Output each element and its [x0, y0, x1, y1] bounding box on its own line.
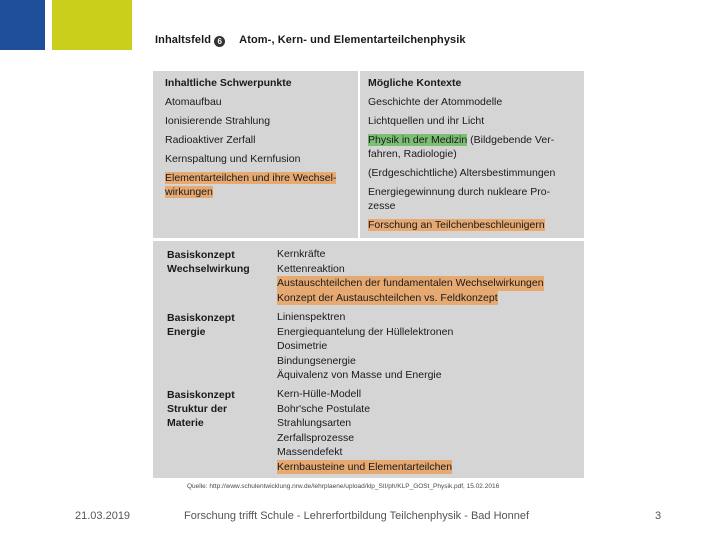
kontexte-column — [368, 76, 580, 237]
source-citation: Quelle: http://www.schulentwicklung.nrw.de/lehrplaene/upload/klp_SII/ph/KLP_GOSt_Physik.pdf, 15.02.2016 — [187, 483, 500, 490]
concept-item: Dosimetrie — [277, 340, 328, 352]
schwerpunkt-item: Ionisierende Strahlung — [165, 115, 271, 127]
concept-item-highlighted: Austauschteilchen der fundamentalen Wechselwirkungen — [277, 277, 544, 289]
logo-yellow-block — [52, 0, 132, 50]
concept-item: Massendefekt — [277, 446, 343, 458]
page-heading — [155, 34, 466, 47]
concept-label-struktur: Basiskonzept Struktur der Materie — [167, 389, 235, 429]
footer-title: Forschung trifft Schule - Lehrerfortbildung Teilchenphysik - Bad Honnef — [184, 510, 530, 522]
kontext-item-continuation: (Bildgebende Ver- fahren, Radiologie) — [368, 134, 555, 160]
kontext-item: Energiegewinnung durch nukleare Pro- zesse — [368, 186, 551, 212]
page-title: Atom-, Kern- und Elementarteilchenphysik — [239, 34, 466, 46]
concept-label-wechselwirkung: Basiskonzept Wechselwirkung — [167, 249, 250, 275]
schwerpunkt-item: Atomaufbau — [165, 96, 222, 108]
concept-item: Bohr'sche Postulate — [277, 402, 371, 415]
column-divider — [358, 71, 360, 238]
kontext-item: Lichtquellen und ihr Licht — [368, 115, 485, 127]
kontext-item-highlighted-green: Physik in der Medizin — [368, 134, 468, 146]
basiskonzepte-panel — [153, 241, 584, 478]
footer-date: 21.03.2019 — [75, 510, 131, 522]
concept-item: Äquivalenz von Masse und Energie — [277, 369, 442, 381]
field-number-badge: 6 — [214, 36, 225, 47]
concept-items-wechselwirkung — [277, 247, 577, 305]
field-label: Inhaltsfeld — [155, 34, 212, 46]
concept-item: Zerfallsprozesse — [277, 431, 355, 444]
concept-items-struktur — [277, 387, 577, 474]
concept-item: Strahlungsarten — [277, 417, 352, 429]
schwerpunkt-item: Kernspaltung und Kernfusion — [165, 153, 301, 165]
kontexte-header: Mögliche Kontexte — [368, 77, 462, 89]
concept-item: Bindungsenergie — [277, 354, 356, 367]
content-table — [153, 71, 584, 238]
concept-item: Kettenreaktion — [277, 262, 345, 275]
page-number: 3 — [655, 510, 662, 522]
kontext-item: (Erdgeschichtliche) Altersbestimmungen — [368, 167, 556, 179]
concept-item: Energiequantelung der Hüllelektronen — [277, 325, 454, 338]
kontext-item: Geschichte der Atommodelle — [368, 96, 503, 108]
schwerpunkt-item-highlighted: Elementarteilchen und ihre Wechsel- wirkungen — [165, 172, 337, 198]
kontext-item-highlighted: Forschung an Teilchenbeschleunigern — [368, 219, 545, 231]
concept-item: Linienspektren — [277, 311, 346, 323]
schwerpunkte-header: Inhaltliche Schwerpunkte — [165, 77, 292, 89]
logo-blue-block — [0, 0, 45, 50]
schwerpunkte-column — [165, 76, 355, 204]
concept-items-energie — [277, 310, 577, 383]
concept-item-highlighted: Kernbausteine und Elementarteilchen — [277, 460, 453, 473]
schwerpunkt-item: Radioaktiver Zerfall — [165, 134, 256, 146]
concept-item: Kern-Hülle-Modell — [277, 388, 362, 400]
concept-item-highlighted: Konzept der Austauschteilchen vs. Feldkonzept — [277, 291, 498, 304]
concept-label-energie: Basiskonzept Energie — [167, 312, 235, 338]
concept-item: Kernkräfte — [277, 248, 326, 260]
